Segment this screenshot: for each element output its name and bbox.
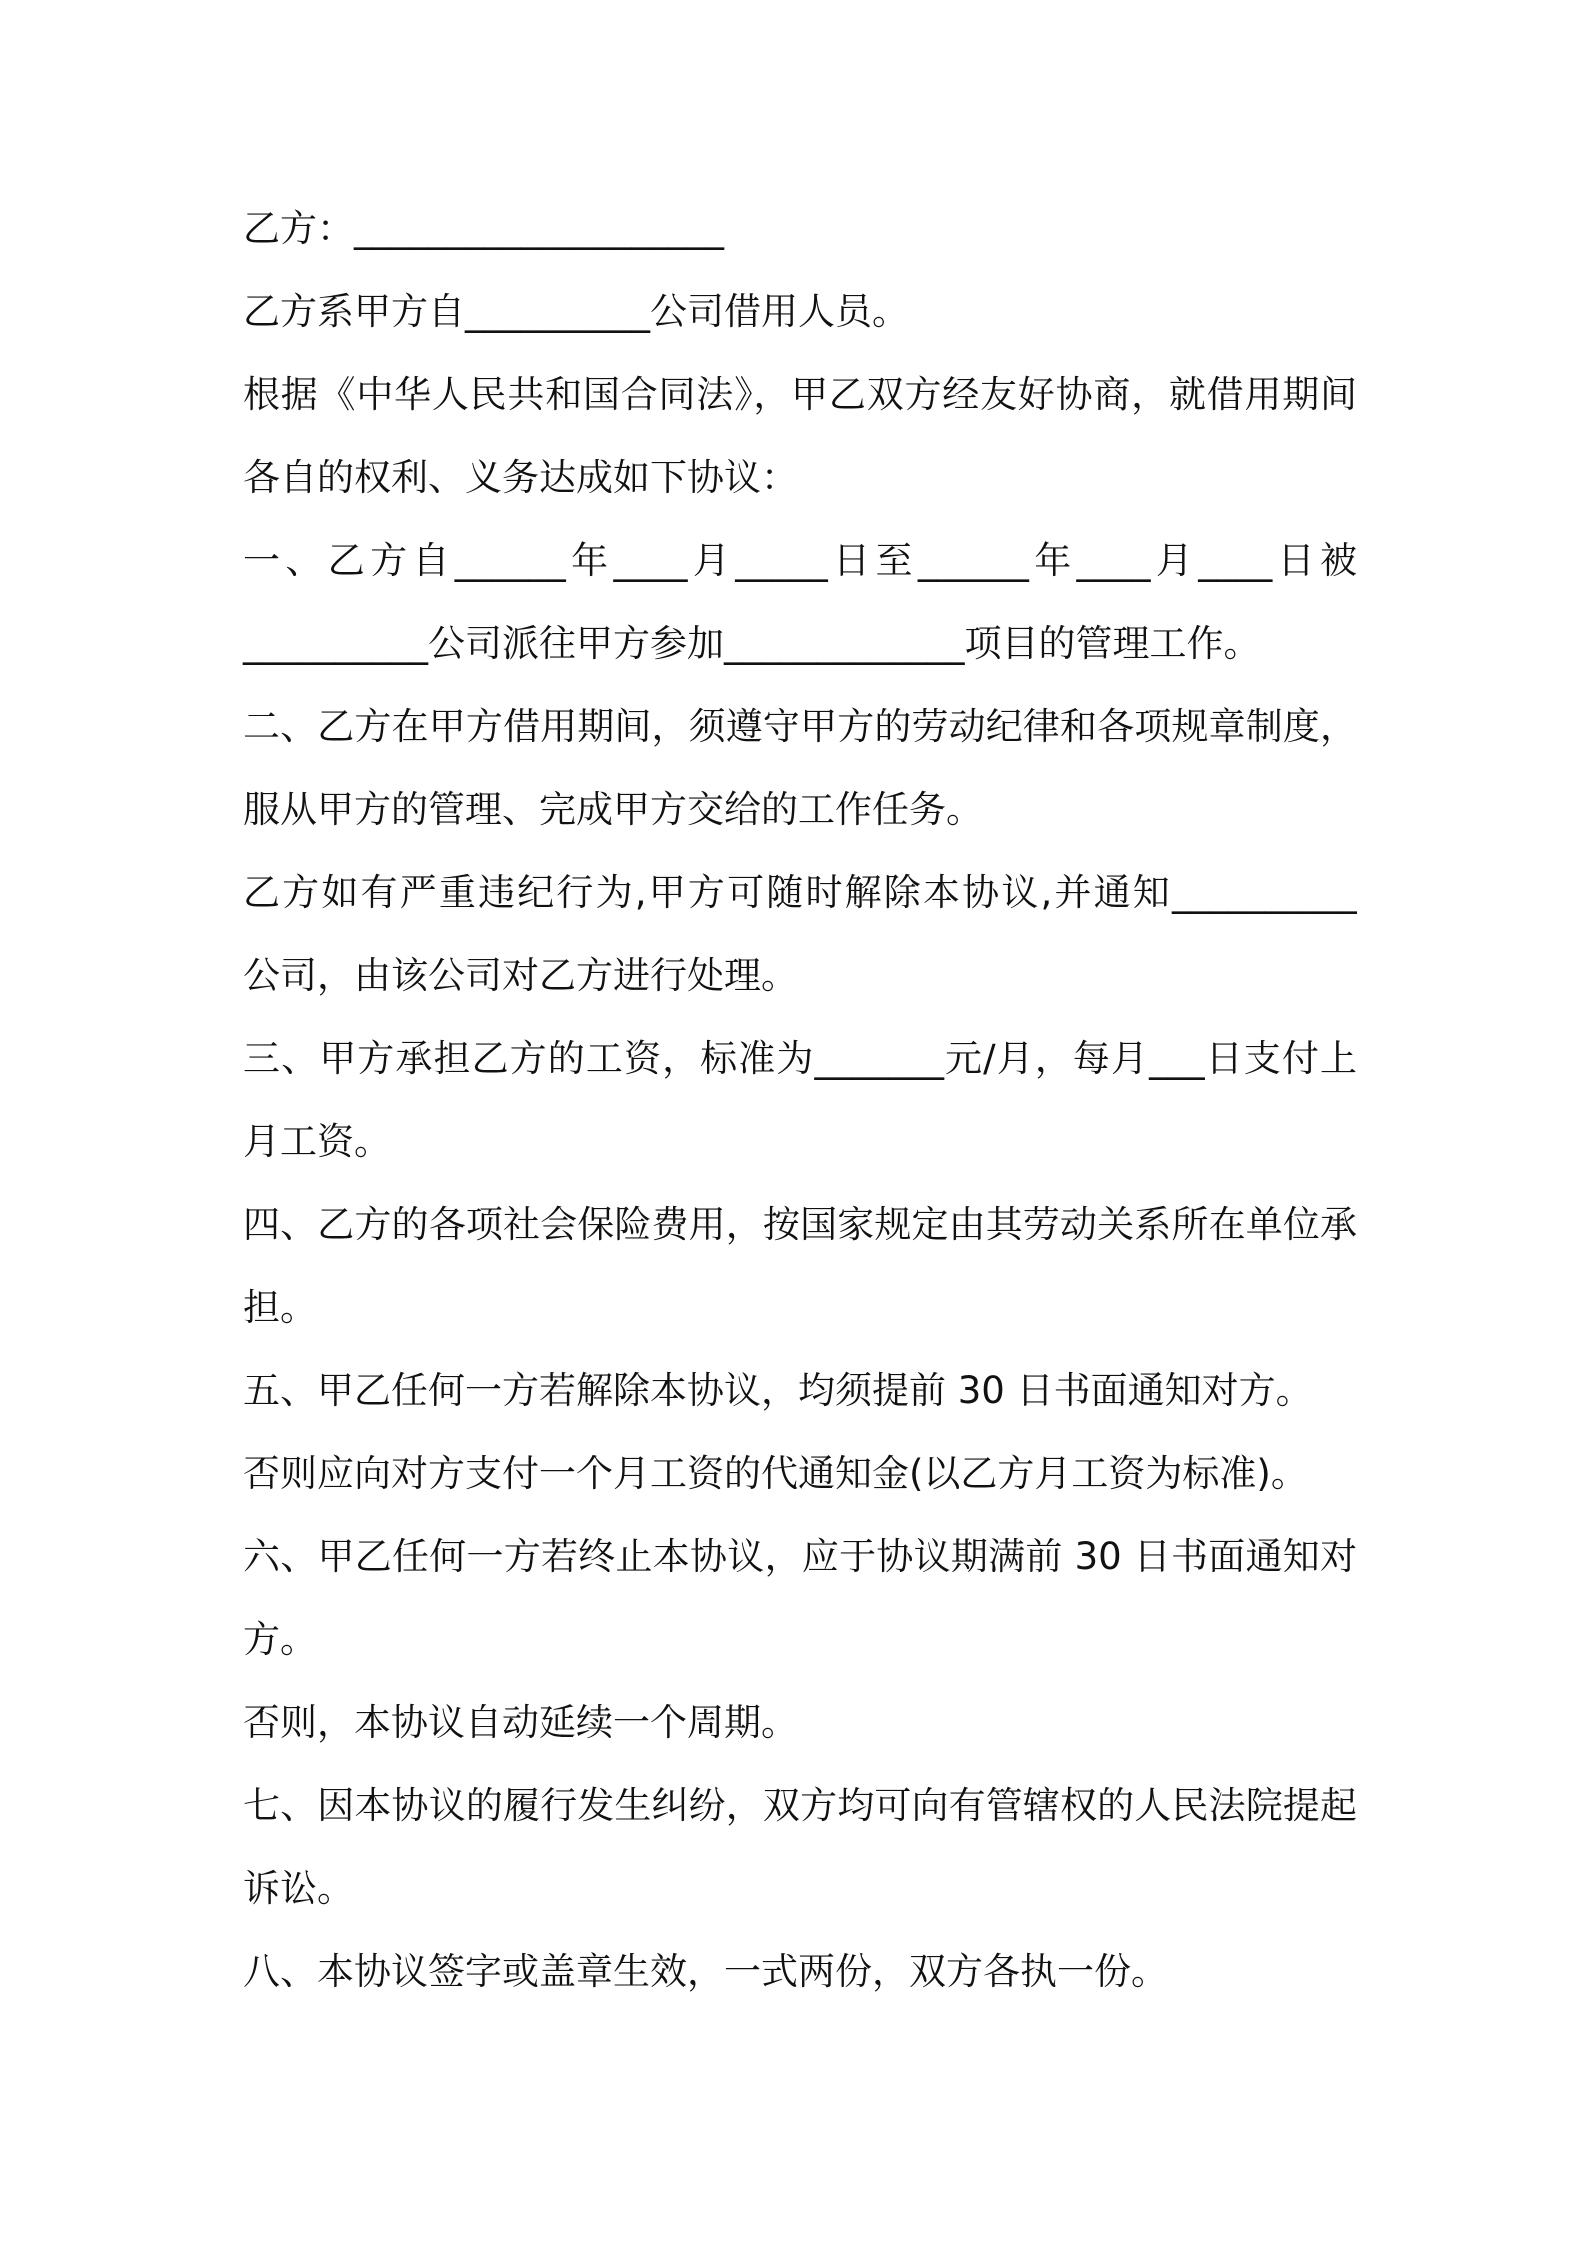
- preamble-line-2: 各自的权利、义务达成如下协议：: [243, 456, 798, 499]
- party-b-origin-line: 乙方系甲方自__________公司借用人员。: [243, 290, 909, 333]
- party-b-line: 乙方：____________________: [243, 207, 724, 250]
- clause-7-line-1: 七、因本协议的履行发生纠纷，双方均可向有管辖权的人民法院提起: [243, 1784, 1357, 1827]
- clause-6-line-2: 方。: [243, 1618, 317, 1661]
- clause-1-line-1: 一、乙方自______年____月_____日至______年____月____日被: [243, 539, 1357, 582]
- clause-3-line-1: 三、甲方承担乙方的工资，标准为_______元/月，每月___日支付上: [243, 1037, 1357, 1080]
- clause-5-line-1: 五、甲乙任何一方若解除本协议，均须提前 30 日书面通知对方。: [243, 1369, 1313, 1412]
- clause-6-line-3: 否则，本协议自动延续一个周期。: [243, 1701, 798, 1744]
- clause-3-line-2: 月工资。: [243, 1120, 391, 1163]
- clause-8-line-1: 八、本协议签字或盖章生效，一式两份，双方各执一份。: [243, 1950, 1168, 1993]
- clause-2-line-2: 服从甲方的管理、完成甲方交给的工作任务。: [243, 788, 983, 831]
- clause-2-violation-line-2: 公司，由该公司对乙方进行处理。: [243, 954, 798, 997]
- document-body: [243, 187, 1357, 2013]
- clause-2-violation-line-1: 乙方如有严重违纪行为,甲方可随时解除本协议,并通知__________: [243, 871, 1357, 914]
- preamble-line-1: 根据《中华人民共和国合同法》，甲乙双方经友好协商，就借用期间: [243, 373, 1357, 416]
- clause-1-line-2: __________公司派往甲方参加_____________项目的管理工作。: [243, 622, 1261, 665]
- clause-4-line-2: 担。: [243, 1286, 317, 1329]
- clause-4-line-1: 四、乙方的各项社会保险费用，按国家规定由其劳动关系所在单位承: [243, 1203, 1357, 1246]
- clause-6-line-1: 六、甲乙任何一方若终止本协议，应于协议期满前 30 日书面通知对: [243, 1535, 1357, 1578]
- clause-5-line-2: 否则应向对方支付一个月工资的代通知金(以乙方月工资为标准)。: [243, 1452, 1308, 1495]
- clause-7-line-2: 诉讼。: [243, 1867, 354, 1910]
- clause-2-line-1: 二、乙方在甲方借用期间，须遵守甲方的劳动纪律和各项规章制度，: [243, 705, 1357, 748]
